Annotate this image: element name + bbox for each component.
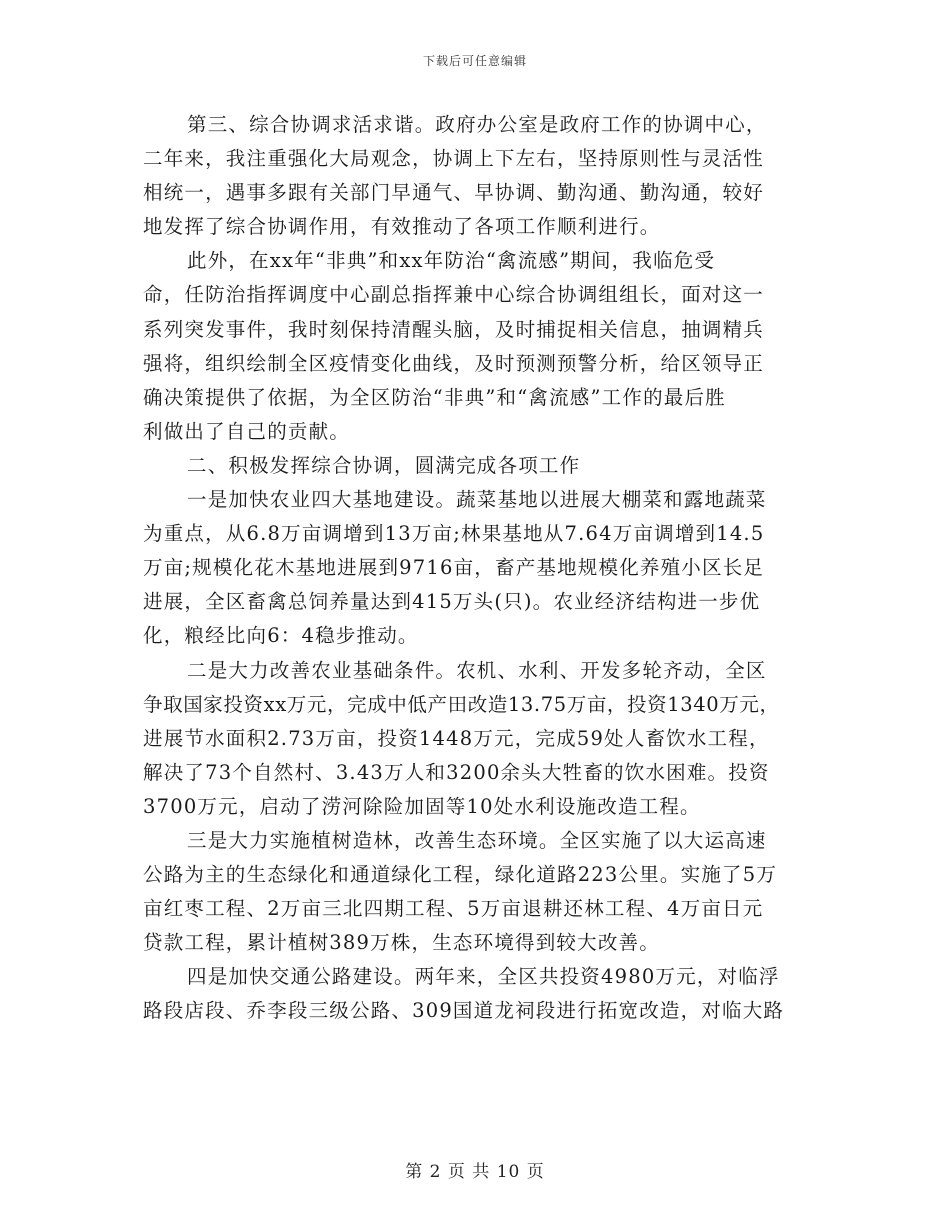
paragraph-line: 利做出了自己的贡献。	[143, 419, 351, 443]
paragraph-line: 进展，全区畜禽总饲养量达到415万头(只)。农业经济结构进一步优	[143, 590, 761, 614]
paragraph-line: 系列突发事件，我时刻保持清醒头脑，及时捕捉相关信息，抽调精兵	[143, 317, 765, 341]
paragraph-line: 化，粮经比向6：4稳步推动。	[143, 624, 419, 648]
paragraph-line: 为重点，从6.8万亩调增到13万亩;林果基地从7.64万亩调增到14.5	[143, 522, 765, 546]
document-body	[143, 108, 833, 1029]
paragraph-line: 贷款工程，累计植树389万株，生态环境得到较大改善。	[143, 931, 660, 955]
page-header: 下载后可任意编辑	[422, 54, 527, 68]
paragraph-line: 进展节水面积2.73万亩，投资1448万元，完成59处人畜饮水工程，	[143, 726, 770, 750]
paragraph-line: 地发挥了综合协调作用，有效推动了各项工作顺利进行。	[143, 215, 661, 239]
paragraph-line: 一是加快农业四大基地建设。蔬菜基地以进展大棚菜和露地蔬菜	[187, 488, 767, 512]
paragraph-line: 相统一，遇事多跟有关部门早通气、早协调、勤沟通、勤沟通，较好	[143, 181, 765, 205]
paragraph-line: 争取国家投资xx万元，完成中低产田改造13.75万亩，投资1340万元，	[143, 692, 780, 716]
page-number: 第 2 页 共 10 页	[405, 1162, 545, 1182]
paragraph-line: 亩红枣工程、2万亩三北四期工程、5万亩退耕还林工程、4万亩日元	[143, 897, 764, 921]
paragraph-line: 四是加快交通公路建设。两年来，全区共投资4980万元，对临浮	[187, 965, 780, 989]
paragraph-line: 万亩;规模化花木基地进展到9716亩，畜产基地规模化养殖小区长足	[143, 556, 765, 580]
paragraph-line: 命，任防治指挥调度中心副总指挥兼中心综合协调组组长，面对这一	[143, 283, 765, 307]
paragraph-line: 此外，在xx年“非典”和xx年防治“禽流感”期间，我临危受	[187, 249, 716, 273]
paragraph-line: 强将，组织绘制全区疫情变化曲线，及时预测预警分析，给区领导正	[143, 351, 765, 375]
paragraph-line: 路段店段、乔李段三级公路、309国道龙祠段进行拓宽改造，对临大路	[143, 999, 785, 1023]
section-heading: 二、积极发挥综合协调，圆满完成各项工作	[187, 453, 581, 477]
paragraph-line: 第三、综合协调求活求谐。政府办公室是政府工作的协调中心，	[187, 113, 767, 136]
paragraph-line: 公路为主的生态绿化和通道绿化工程，绿化道路223公里。实施了5万	[143, 863, 778, 887]
paragraph-line: 解决了73个自然村、3.43万人和3200余头大牲畜的饮水困难。投资	[143, 760, 770, 784]
paragraph-line: 二是大力改善农业基础条件。农机、水利、开发多轮齐动，全区	[187, 658, 767, 682]
paragraph-line: 三是大力实施植树造林，改善生态环境。全区实施了以大运高速	[187, 828, 767, 852]
paragraph-line: 3700万元，启动了涝河除险加固等10处水利设施改造工程。	[143, 794, 701, 818]
paragraph-line: 二年来，我注重强化大局观念，协调上下左右，坚持原则性与灵活性	[143, 147, 765, 171]
paragraph-line: 确决策提供了依据，为全区防治“非典”和“禽流感”工作的最后胜	[143, 385, 726, 409]
